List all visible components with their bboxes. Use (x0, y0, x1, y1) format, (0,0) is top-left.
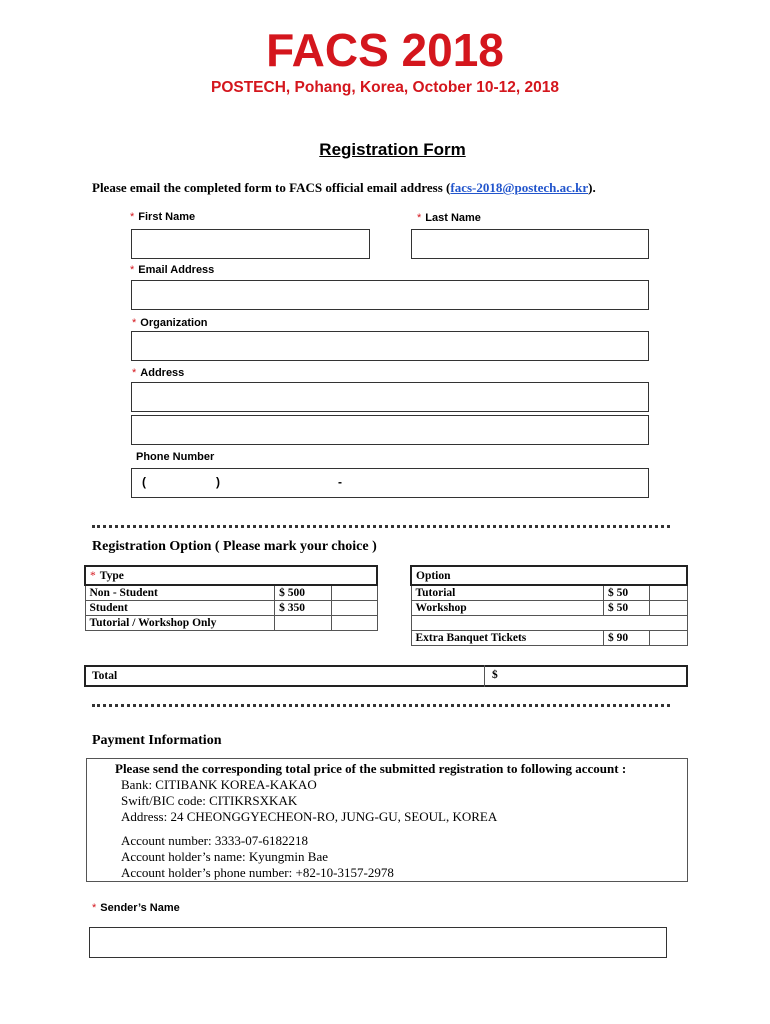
conference-subtitle: POSTECH, Pohang, Korea, October 10-12, 2018 (210, 79, 559, 96)
conference-title: FACS 2018 (266, 24, 504, 76)
table-row (411, 585, 687, 601)
banquet-ticket-count[interactable] (649, 631, 687, 646)
account-holder-name: Account holder’s name: Kyungmin Bae (121, 849, 328, 864)
option-label: Tutorial (411, 585, 603, 601)
banquet-price: $ 90 (603, 631, 649, 646)
required-mark: * (130, 264, 135, 276)
payment-info-box (86, 758, 688, 882)
phone-dash: - (338, 475, 342, 489)
type-price: $ 500 (275, 585, 332, 601)
banquet-label: Extra Banquet Tickets (411, 631, 603, 646)
sender-name-field[interactable] (89, 927, 667, 958)
type-checkbox-non-student[interactable] (332, 585, 377, 601)
last-name-label: * Last Name (417, 212, 481, 224)
type-price: $ 350 (275, 601, 332, 616)
organization-label: * Organization (132, 317, 208, 329)
account-holder-phone: Account holder’s phone number: +82-10-3157-2978 (121, 865, 394, 880)
bank-name: Bank: CITIBANK KOREA-KAKAO (121, 777, 317, 792)
option-label: Workshop (411, 601, 603, 616)
option-table (410, 565, 688, 646)
total-currency: $ (492, 669, 498, 681)
table-row (85, 601, 377, 616)
total-amount-field[interactable] (506, 667, 682, 685)
option-price: $ 50 (603, 601, 649, 616)
type-checkbox-tutorial-workshop-only[interactable] (332, 616, 377, 631)
address-label: * Address (132, 367, 185, 379)
table-row (411, 631, 687, 646)
registration-heading: Registration Option ( Please mark your choice ) (92, 539, 377, 554)
required-mark: * (132, 367, 137, 379)
option-checkbox-tutorial[interactable] (649, 585, 687, 601)
phone-field[interactable] (131, 468, 649, 498)
divider (92, 704, 670, 707)
type-header: * Type (85, 566, 377, 585)
bank-address: Address: 24 CHEONGGYECHEON-RO, JUNG-GU, SEOUL, KOREA (121, 809, 498, 824)
required-mark: * (92, 902, 97, 914)
required-mark: * (132, 317, 137, 329)
phone-open-paren: ( (142, 475, 146, 489)
swift-code: Swift/BIC code: CITIKRSXKAK (121, 793, 298, 808)
option-price: $ 50 (603, 585, 649, 601)
email-field[interactable] (131, 280, 649, 310)
phone-close-paren: ) (216, 475, 220, 489)
phone-label: Phone Number (136, 451, 215, 463)
type-label: Tutorial / Workshop Only (85, 616, 275, 631)
payment-intro: Please send the corresponding total price of the submitted registration to following account : (115, 761, 627, 776)
type-table (84, 565, 378, 631)
total-label: Total (92, 670, 118, 682)
instruction-text: Please email the completed form to FACS official email address (facs-2018@postech.ac.kr). (92, 180, 596, 195)
divider (92, 525, 670, 528)
option-header: Option (411, 566, 687, 585)
total-box (84, 665, 688, 687)
table-row (411, 601, 687, 616)
type-checkbox-student[interactable] (332, 601, 377, 616)
first-name-label: * First Name (130, 211, 196, 223)
account-number: Account number: 3333-07-6182218 (121, 833, 309, 848)
email-link[interactable]: facs-2018@postech.ac.kr (450, 180, 589, 195)
type-price (275, 616, 332, 631)
table-row (85, 616, 377, 631)
address-line2-field[interactable] (131, 415, 649, 445)
last-name-field[interactable] (411, 229, 649, 259)
type-label: Non - Student (85, 585, 275, 601)
payment-heading: Payment Information (92, 733, 222, 748)
first-name-field[interactable] (131, 229, 370, 259)
email-label: * Email Address (130, 264, 215, 276)
table-row (411, 616, 687, 631)
table-row (85, 585, 377, 601)
address-line1-field[interactable] (131, 382, 649, 412)
required-mark: * (130, 211, 135, 223)
organization-field[interactable] (131, 331, 649, 361)
option-checkbox-workshop[interactable] (649, 601, 687, 616)
type-label: Student (85, 601, 275, 616)
required-mark: * (417, 212, 422, 224)
sender-name-label: * Sender’s Name (92, 902, 180, 914)
form-title: Registration Form (319, 140, 466, 159)
